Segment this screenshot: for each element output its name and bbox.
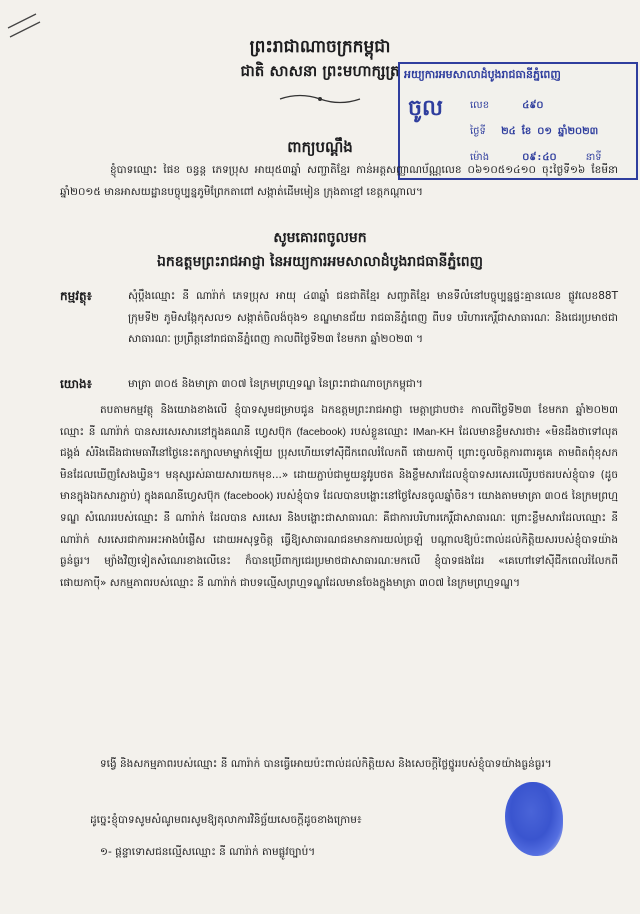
stamp-date-value: ២៤ ខែ ០១ ឆ្នាំ២០២៣ bbox=[501, 126, 599, 137]
facebook-word: (facebook) bbox=[296, 425, 347, 438]
reference-text: មាត្រា ៣០៥ និងមាត្រា ៣០៧ នៃក្រមព្រហ្មទណ្ឌ នៃព្រះរាជាណាចក្រកម្ពុជា។ bbox=[128, 378, 423, 390]
request-heading: សូមគោរពចូលមក bbox=[273, 230, 367, 246]
national-motto: ជាតិ សាសនា ព្រះមហាក្សត្រ bbox=[240, 62, 400, 80]
stamp-date-row bbox=[470, 124, 598, 139]
stamp-time-suffix: នាទី bbox=[585, 152, 602, 163]
stamp-title: អយ្យការអមសាលាដំបូងរាជធានីភ្នំពេញ bbox=[404, 68, 561, 81]
subject-text: សុំប្តឹងឈ្មោះ នី ណារ៉ាក់ ភេទប្រុស អាយុ ៤៣ឆ្នាំ ជនជាតិខ្មែរ សញ្ជាតិខ្មែរ មានទីលំនៅបច្ចុប្បន្នផ្ទះគ្មានលេខ ផ្លូវលេខ88T ក្រុមទី២ ភូមិសង្កែកុសល១ សង្កាត់ចិលង៉ចុង១ ខណ្ឌមានជ័យ រាជធានីភ្នំពេញ ពីបទ បរិហារកេរ្តិ៍ជាសាធារណៈ និងជេរប្រមាថជាសាធារណៈ ប្រព្រឹត្តនៅរាជធានីភ្នំពេញ កាលពីថ្ងៃទី២៣ ខែមករា ឆ្នាំ២០២៣ ។ bbox=[128, 290, 618, 346]
body1-part-d: របស់ខ្ញុំបាទ ដែលបានបង្ហោះនៅថ្ងៃសែនចូលឆ្នាំចិន។ យោងតាមមាត្រា ៣០៥ នៃក្រមព្រហ្មទណ្ឌ សំណេររបស់ឈ្មោះ នី ណារ៉ាក់ ដែលបាន សរសេរ និងបង្ហោះជាសាធារណៈ គឺជាការបរិហារកេរ្តិ៍ជាសាធារណៈ ព្រោះខ្លឹមសារដែលឈ្មោះ នី ណារ៉ាក់ សរសេរជាការអះអាងបំផ្លើស ដោយអសុទ្ធចិត្ត ធ្វើឱ្យសាធារណជនមានការយល់ច្រឡំ បណ្តាលឱ្យប៉ះពាល់ដល់កិត្តិយសរបស់ខ្ញុំបាទយ៉ាងធ្ងន់ធ្ងរ។ ម្យ៉ាងវិញទៀតសំណេរខាងលើនេះ ក៏បានប្រើពាក្យជេរប្រមាថជាសាធារណៈមកលើ ខ្ញុំបាទផងដែរ «គេហៅទៅស៊ីជីកពេលរំលែកពី ផោយកាប៉ី» សកម្មភាពរបស់ឈ្មោះ នី ណារ៉ាក់ ជាបទល្មើសព្រហ្មទណ្ឌដែលមានចែងក្នុងមាត្រា ៣០៧ នៃក្រមព្រហ្មទណ្ឌ។ bbox=[60, 490, 618, 589]
stamp-entry-label: ចូល bbox=[408, 96, 443, 121]
recipient-heading: ឯកឧត្តមព្រះរាជអាជ្ញា នៃអយ្យការអមសាលាដំបូងរាជធានីភ្នំពេញ bbox=[157, 254, 483, 270]
intro-paragraph: ខ្ញុំបាទឈ្មោះ ផៃខ ចន្ធន្ត ភេទប្រុស អាយុ៥៣ឆ្នាំ សញ្ជាតិខ្មែរ កាន់អត្តសញ្ញាណប័ណ្ណលេខ ០៦១០៥១៤១០ ចុះថ្ងៃទី១៦ ខែមីនា ឆ្នាំ២០១៥ មានអាសយដ្ឋានបច្ចុប្បន្នភូមិព្រែកតាពៅ សង្កាត់ដើមមៀន ក្រុងតាខ្មៅ ខេត្តកណ្តាល។ bbox=[60, 164, 618, 198]
stamp-number-value: ៤៩០ bbox=[522, 100, 544, 111]
body1-part-c: ដែលមានខ្លឹមសារថា៖ «មិនដឹងថាទៅលុតជង្គង់ សំរិងជើងជាមេធាវីនៅថ្ងៃនេះតក្បាលមាម្នាក់ឡើយ ប្រុសហើយទៅស៊ីជីកពេលរំលែកពី ផោយកាប៉ី ព្រោះចូលចិត្តការពារគូគេ តាមពិតពុំខុសក មិនដែលឃើញសែងឃ្វិន។ មនុស្សរស់ឆាយសារយកមុខ...» ដោយភ្ជាប់ជាមួយនូវរូបថត និងខ្លឹមសារដែលខ្ញុំបាទសរសេរលើរូបថតរបស់ខ្ញុំបាទ (ដូចមានក្នុងឯកសារភ្ជាប់) ក្នុងគណនីហ្វេសប៊ុក bbox=[60, 425, 618, 503]
body1-part-a: តបតាមកម្មវត្ថុ និងយោងខាងលើ ខ្ញុំបាទសូមជម្រាបជូន ឯកឧត្តមព្រះរាជអាជ្ញា មេត្តាជ្រាបថា៖ កាលពីថ្ងៃទី២៣ ខែមករា ឆ្នាំ២០២៣ ឈ្មោះ នី ណារ៉ាក់ បានសរសេរសារនៅក្នុងគណនី ហ្វេសប៊ុក bbox=[60, 404, 618, 438]
kingdom-heading: ព្រះរាជាណាចក្រកម្ពុជា bbox=[249, 37, 391, 57]
thumbprint-icon bbox=[505, 782, 563, 856]
reference-label: យោង៖ bbox=[60, 377, 92, 391]
stamp-time-value: ០៩:៤០ bbox=[522, 152, 557, 163]
stamp-time-label: ម៉ោង bbox=[470, 152, 490, 163]
body1-part-b: របស់ខ្លួនឈ្មោះ bbox=[350, 425, 409, 438]
subject-label: កម្មវត្ថុ៖ bbox=[60, 289, 92, 303]
document-title: ពាក្យបណ្តឹង bbox=[287, 138, 353, 156]
stamp-number-label: លេខ bbox=[470, 100, 490, 111]
ornament-divider-icon bbox=[270, 92, 370, 106]
request-item-1: ១- ផ្តន្ទាទោសជនល្មើសឈ្មោះ នី ណារ៉ាក់ តាមផ្លូវច្បាប់។ bbox=[100, 846, 316, 858]
account-name: IMan-KH bbox=[412, 425, 455, 438]
body-paragraph-3: ដូច្នេះខ្ញុំបាទសូមសំណូមពរសូមឱ្យតុលាការវិនិច្ឆ័យសេចក្តីដូចខាងក្រោម៖ bbox=[90, 814, 362, 826]
body-paragraph-2: ទង្វើ និងសកម្មភាពរបស់ឈ្មោះ នី ណារ៉ាក់ បានធ្វើអោយប៉ះពាល់ដល់កិត្តិយស និងសេចក្តីថ្លៃថ្នូររបស់ខ្ញុំបាទយ៉ាងធ្ងន់ធ្ងរ។ bbox=[100, 758, 552, 770]
stamp-number-row bbox=[470, 98, 543, 113]
body-paragraph-1 bbox=[60, 400, 618, 594]
facebook-word-2: (facebook) bbox=[223, 490, 274, 503]
stamp-date-label: ថ្ងៃទី bbox=[470, 126, 486, 137]
